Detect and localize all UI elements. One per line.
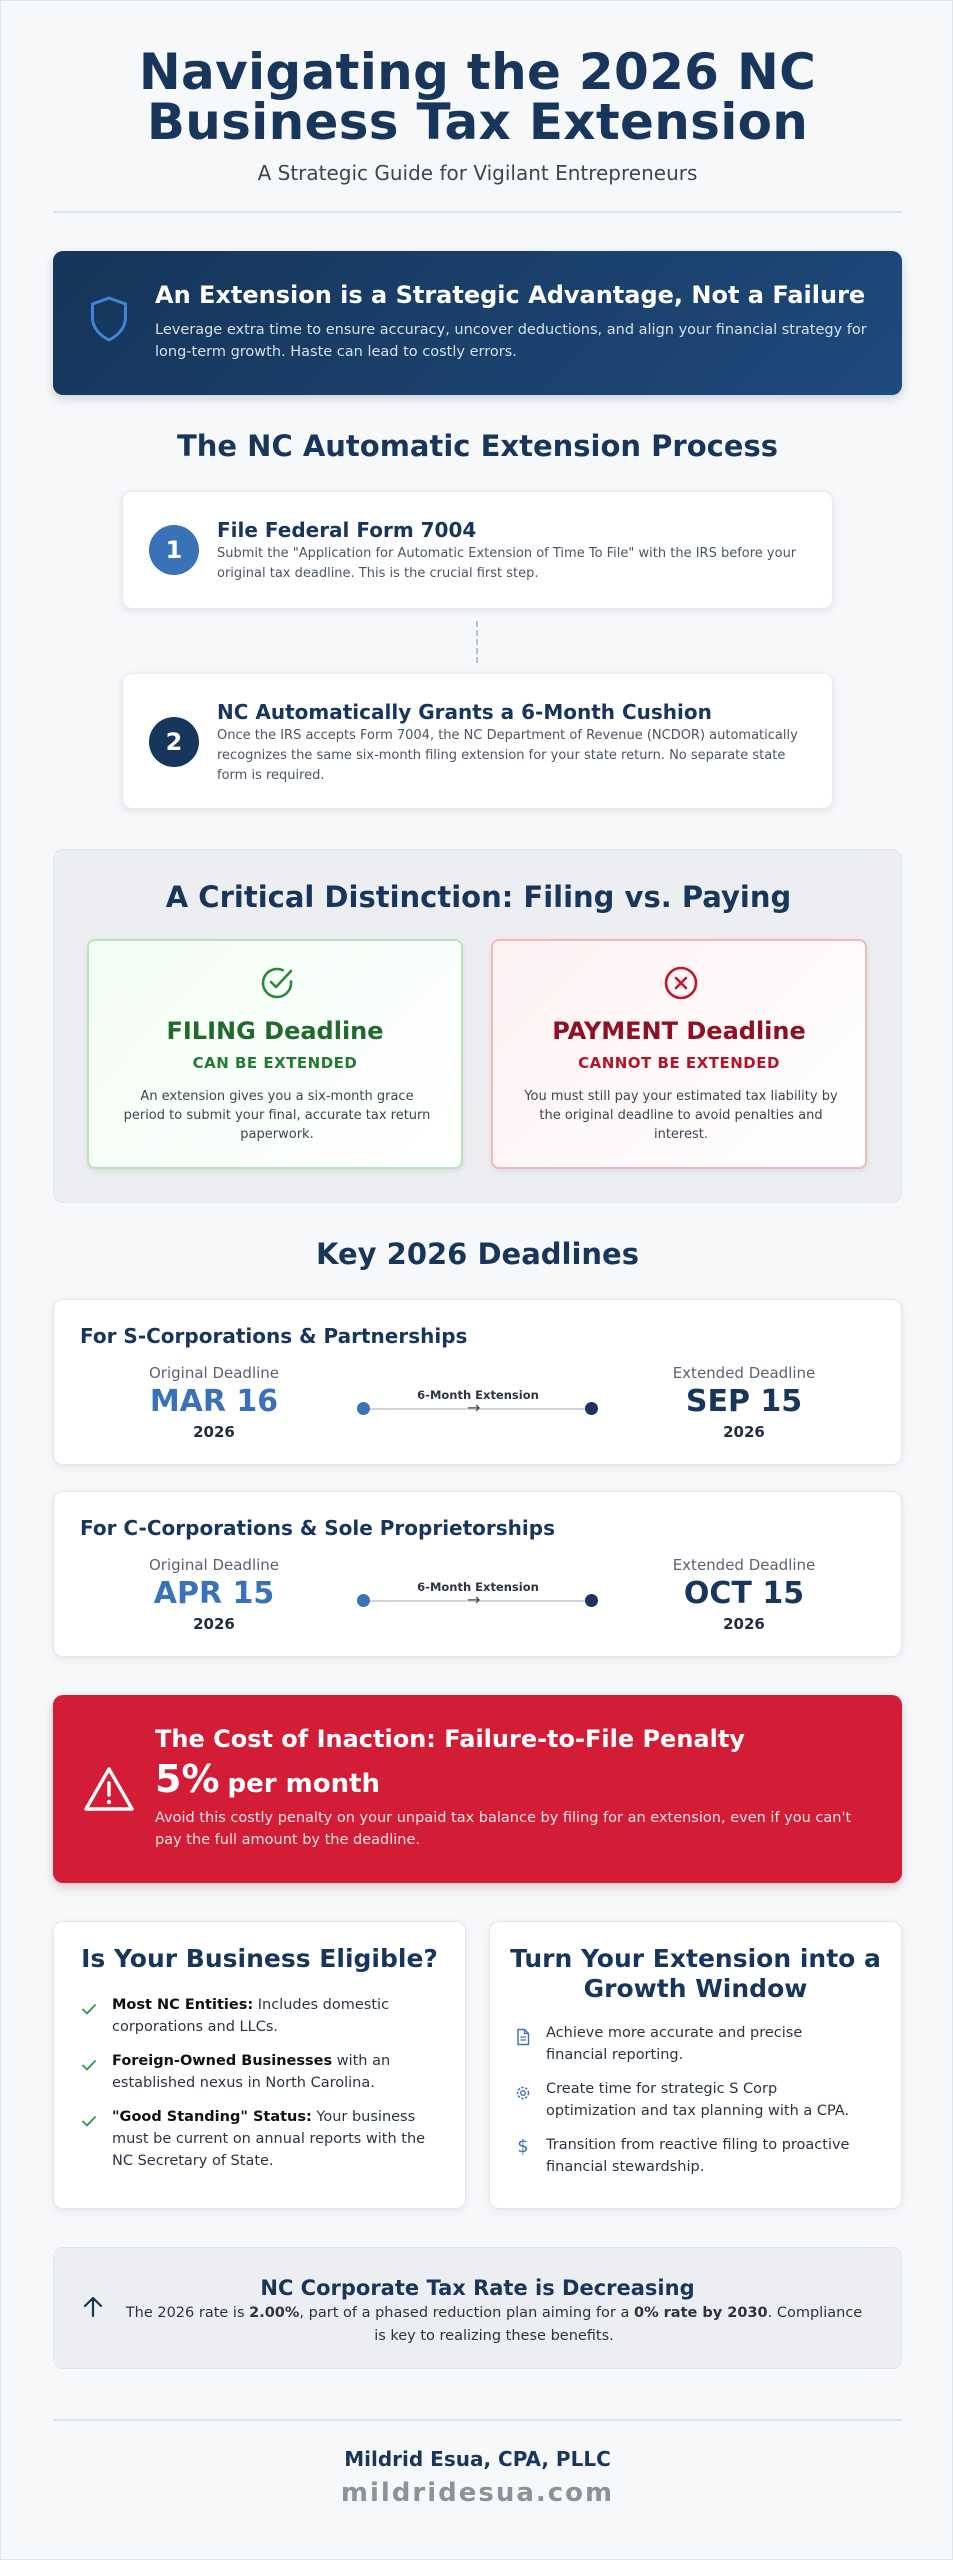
eligibility-item bbox=[112, 2050, 432, 2094]
eligibility-item-bold: Most NC Entities: bbox=[112, 1997, 254, 2013]
eligibility-item-text: Includes domestic corporations and LLCs. bbox=[112, 1997, 390, 2035]
gear-icon bbox=[514, 2084, 532, 2102]
original-deadline bbox=[84, 1556, 344, 1633]
timeline-start-dot bbox=[357, 1594, 370, 1607]
extended-deadline bbox=[614, 1364, 874, 1441]
document-icon bbox=[514, 2028, 532, 2046]
original-date: MAR 16 bbox=[149, 1384, 279, 1419]
extension-label: 6-Month Extension bbox=[417, 1580, 539, 1594]
penalty-banner bbox=[53, 1695, 902, 1883]
shield-icon bbox=[91, 295, 127, 343]
step-connector bbox=[476, 621, 478, 663]
growth-item: Create time for strategic S Corp optimization and tax planning with a CPA. bbox=[546, 2081, 850, 2119]
filing-deadline-card bbox=[87, 939, 463, 1169]
footer-divider bbox=[53, 2419, 902, 2421]
growth-item: Achieve more accurate and precise financial reporting. bbox=[546, 2025, 803, 2063]
tax-rate-2026: 2.00% bbox=[249, 2305, 300, 2321]
extension-label: 6-Month Extension bbox=[417, 1388, 539, 1402]
deadline-card-scorp bbox=[53, 1299, 902, 1465]
banner-title: An Extension is a Strategic Advantage, Not a Failure bbox=[155, 281, 866, 309]
banner-text: Leverage extra time to ensure accuracy, uncover deductions, and align your financial strategy for long-term growth. Haste can lead to costly errors. bbox=[155, 322, 867, 360]
extended-label: Extended Deadline bbox=[672, 1556, 816, 1574]
tax-rate-title: NC Corporate Tax Rate is Decreasing bbox=[260, 2276, 695, 2300]
original-label: Original Deadline bbox=[148, 1364, 280, 1382]
warning-icon bbox=[83, 1765, 135, 1813]
tax-rate-section bbox=[53, 2247, 902, 2369]
eligibility-item-bold: Foreign-Owned Businesses bbox=[112, 2053, 333, 2069]
step-card-1 bbox=[122, 491, 833, 609]
eligibility-item-text: Your business must be current on annual reports with the NC Secretary of State. bbox=[112, 2109, 426, 2169]
payment-subtitle: CANNOT BE EXTENDED bbox=[578, 1054, 780, 1072]
tax-rate-text bbox=[124, 2302, 864, 2348]
check-circle-icon bbox=[259, 965, 295, 1001]
extended-year: 2026 bbox=[723, 1615, 765, 1633]
tax-rate-text-part: The 2026 rate is bbox=[125, 2305, 250, 2321]
original-year: 2026 bbox=[193, 1423, 235, 1441]
tax-rate-text-part: . Compliance is key to realizing these benefits. bbox=[374, 2305, 863, 2344]
deadline-card-ccorp bbox=[53, 1491, 902, 1657]
strategic-banner bbox=[53, 251, 902, 395]
timeline-end-dot bbox=[585, 1402, 598, 1415]
tax-rate-target: 0% rate by 2030 bbox=[633, 2305, 768, 2321]
arrow-right-icon: → bbox=[467, 1590, 481, 1609]
eligibility-item bbox=[112, 2106, 432, 2172]
payment-title: PAYMENT Deadline bbox=[552, 1017, 806, 1045]
title-line-2: Business Tax Extension bbox=[146, 93, 809, 151]
firm-name: Mildrid Esua, CPA, PLLC bbox=[344, 2447, 611, 2471]
growth-window-card bbox=[489, 1921, 902, 2209]
website-link[interactable]: mildridesua.com bbox=[340, 2478, 615, 2508]
filing-text: An extension gives you a six-month grace period to submit your final, accurate tax return paperwork. bbox=[123, 1089, 431, 1142]
extended-year: 2026 bbox=[723, 1423, 765, 1441]
check-icon bbox=[80, 2000, 98, 2018]
page-subtitle: A Strategic Guide for Vigilant Entrepreneurs bbox=[257, 161, 698, 185]
payment-deadline-card bbox=[491, 939, 867, 1169]
eligibility-item bbox=[112, 1994, 432, 2038]
step-title-1: File Federal Form 7004 bbox=[217, 518, 477, 542]
payment-text: You must still pay your estimated tax liability by the original deadline to avoid penalties and interest. bbox=[524, 1089, 838, 1142]
penalty-title: The Cost of Inaction: Failure-to-File Penalty bbox=[155, 1725, 745, 1753]
header-divider bbox=[53, 211, 902, 213]
process-title: The NC Automatic Extension Process bbox=[176, 429, 778, 463]
penalty-rate bbox=[155, 1757, 380, 1801]
step-card-2 bbox=[122, 673, 833, 809]
original-date: APR 15 bbox=[153, 1576, 275, 1611]
step-text-1: Submit the "Application for Automatic Extension of Time To File" with the IRS before your original tax deadline. This is the crucial first step. bbox=[217, 546, 797, 581]
arrow-right-icon: → bbox=[467, 1398, 481, 1417]
original-year: 2026 bbox=[193, 1615, 235, 1633]
dollar-icon: $ bbox=[517, 2136, 529, 2157]
extended-date: SEP 15 bbox=[685, 1384, 803, 1419]
deadline-heading: For C-Corporations & Sole Proprietorships bbox=[80, 1516, 555, 1540]
filing-subtitle: CAN BE EXTENDED bbox=[192, 1054, 358, 1072]
extended-deadline bbox=[614, 1556, 874, 1633]
original-deadline bbox=[84, 1364, 344, 1441]
deadlines-title: Key 2026 Deadlines bbox=[316, 1237, 639, 1271]
check-icon bbox=[80, 2056, 98, 2074]
distinction-title: A Critical Distinction: Filing vs. Paying bbox=[165, 880, 792, 914]
step-text-2: Once the IRS accepts Form 7004, the NC Department of Revenue (NCDOR) automatically recognizes the same six-month filing extension for your state return. No separate state form is required. bbox=[217, 728, 798, 783]
extended-date: OCT 15 bbox=[683, 1576, 805, 1611]
penalty-rate-unit: per month bbox=[227, 1769, 381, 1799]
page-title bbox=[53, 43, 902, 151]
x-circle-icon bbox=[663, 965, 699, 1001]
eligibility-item-bold: "Good Standing" Status: bbox=[112, 2109, 312, 2125]
original-label: Original Deadline bbox=[148, 1556, 280, 1574]
check-icon bbox=[80, 2112, 98, 2130]
eligibility-title: Is Your Business Eligible? bbox=[81, 1944, 438, 1973]
step-number-2: 2 bbox=[149, 717, 199, 767]
growth-item: Transition from reactive filing to proactive financial stewardship. bbox=[546, 2137, 850, 2175]
filing-title: FILING Deadline bbox=[166, 1017, 384, 1045]
step-title-2: NC Automatically Grants a 6-Month Cushion bbox=[217, 700, 712, 724]
penalty-text: Avoid this costly penalty on your unpaid tax balance by filing for an extension, even if you can't pay the full amount by the deadline. bbox=[155, 1810, 852, 1848]
title-line-1: Navigating the 2026 NC bbox=[138, 43, 817, 101]
eligibility-card bbox=[53, 1921, 466, 2209]
timeline-start-dot bbox=[357, 1402, 370, 1415]
tax-rate-text-part: , part of a phased reduction plan aiming for a bbox=[299, 2305, 634, 2321]
timeline-end-dot bbox=[585, 1594, 598, 1607]
extended-label: Extended Deadline bbox=[672, 1364, 816, 1382]
growth-title: Turn Your Extension into a Growth Window bbox=[510, 1944, 881, 2003]
penalty-rate-value: 5% bbox=[155, 1757, 220, 1801]
step-number-1: 1 bbox=[149, 525, 199, 575]
deadline-heading: For S-Corporations & Partnerships bbox=[80, 1324, 468, 1348]
eligibility-item-text: with an established nexus in North Carolina. bbox=[112, 2053, 391, 2091]
